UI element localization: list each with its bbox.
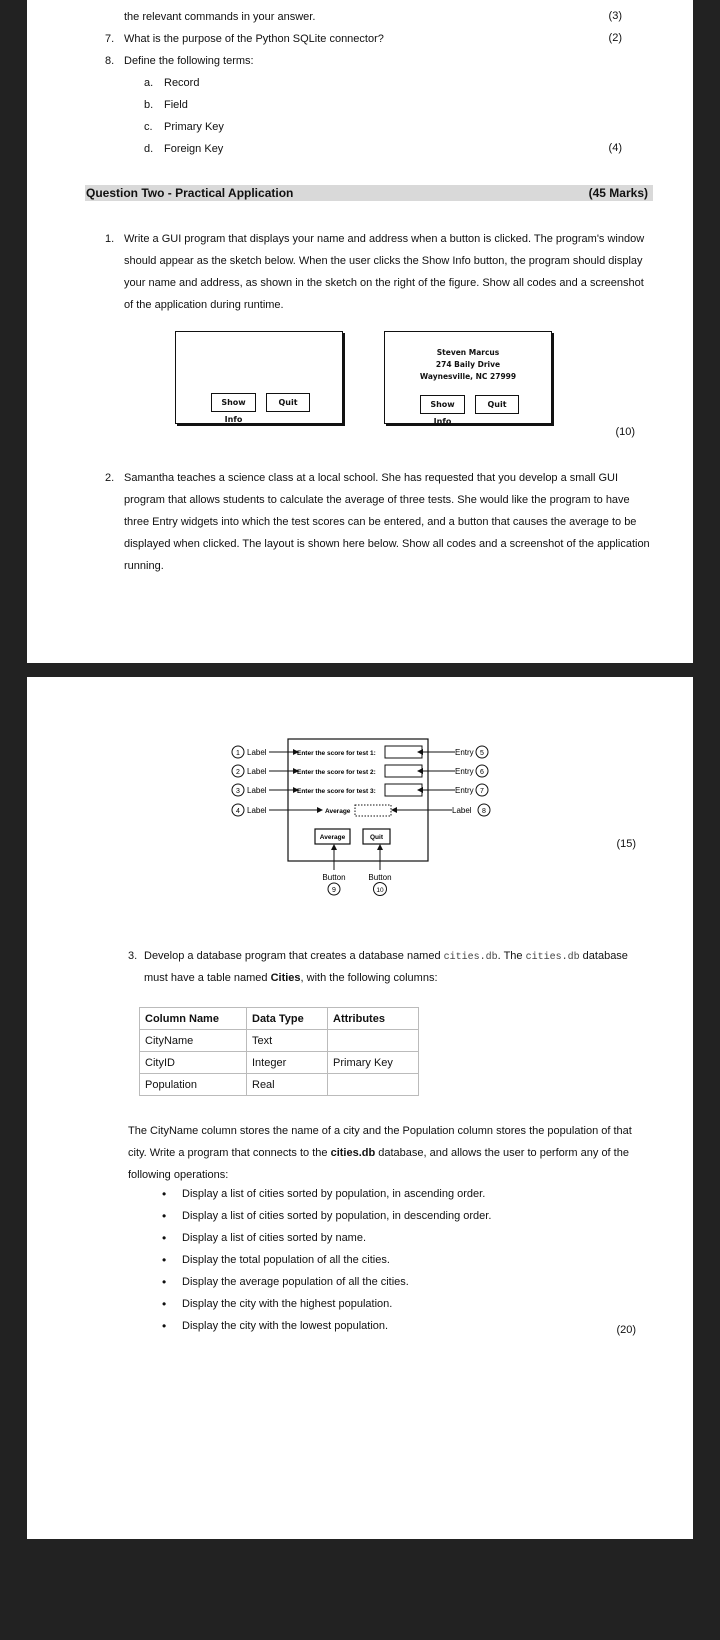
sketch-window-empty [175, 331, 343, 424]
marks-p3: (20) [616, 1324, 636, 1336]
sketch-name: Steven Marcus [436, 348, 500, 357]
svg-text:Entry: Entry [455, 767, 474, 776]
diagram-average-text: Average [325, 808, 351, 815]
q7-number: 7. [105, 33, 115, 45]
list-item: • Display the average population of all the cities. [162, 1275, 491, 1297]
list-item: • Display the city with the highest population. [162, 1297, 491, 1319]
operations-list [162, 1187, 491, 1341]
table-cell: CityName [140, 1030, 247, 1052]
q7-text: What is the purpose of the Python SQLite connector? [124, 33, 384, 45]
p1-line: Write a GUI program that displays your name and address when a button is clicked. The program's window [124, 233, 645, 245]
marks-q8: (4) [608, 142, 622, 154]
p3-table-name: Cities [270, 972, 301, 984]
table-cell: CityID [140, 1052, 247, 1074]
sketch-show-info-button: Show Info [420, 395, 465, 414]
section-marks: (45 Marks) [588, 186, 648, 200]
svg-text:3: 3 [236, 788, 240, 795]
sketch-quit-button: Quit [266, 393, 310, 412]
section-title: Question Two - Practical Application [86, 186, 294, 200]
table-cell [328, 1030, 419, 1052]
p3-desc-db-name: cities.db [330, 1147, 376, 1159]
p3-db-name: cities.db [443, 952, 498, 963]
p1-line: should appear as the sketch below. When the user clicks the Show Info button, the program should display [124, 255, 643, 267]
continued-question-text: the relevant commands in your answer. [124, 11, 316, 23]
list-item: • Display the total population of all the cities. [162, 1253, 491, 1275]
diagram-prompt-1: Enter the score for test 1: [297, 750, 376, 757]
diagram-quit-button-label: Quit [370, 834, 383, 841]
list-item: • Display a list of cities sorted by population, in descending order. [162, 1209, 491, 1231]
sketch-city: Waynesville, NC 27999 [419, 372, 517, 381]
svg-text:6: 6 [480, 769, 484, 776]
table-header: Attributes [328, 1008, 419, 1030]
table-cell [328, 1074, 419, 1096]
table-cell: Integer [247, 1052, 328, 1074]
gui-layout-diagram [27, 677, 693, 897]
p3-desc-line-1: The CityName column stores the name of a city and the Population column stores the population of that [128, 1125, 632, 1137]
svg-text:Entry: Entry [455, 748, 474, 757]
marks-q6: (3) [608, 10, 622, 22]
svg-text:9: 9 [332, 887, 336, 894]
svg-text:10: 10 [376, 887, 384, 894]
svg-text:Label: Label [247, 767, 267, 776]
marks-q7: (2) [608, 32, 622, 44]
document-page-2 [27, 677, 693, 1539]
svg-text:Label: Label [247, 786, 267, 795]
q8-item-text: Primary Key [164, 121, 224, 133]
p2-line: displayed when clicked. The layout is shown here below. Show all codes and a screenshot of the application [124, 538, 650, 550]
p2-number: 2. [105, 472, 115, 484]
svg-text:Button: Button [368, 873, 392, 882]
diagram-prompt-2: Enter the score for test 2: [297, 769, 376, 776]
diagram-entry-3 [385, 784, 422, 796]
svg-text:Entry: Entry [455, 786, 474, 795]
list-item: • Display the city with the lowest population. [162, 1319, 491, 1341]
marks-p1: (10) [615, 426, 635, 438]
marks-p2: (15) [616, 838, 636, 850]
p2-line: running. [124, 560, 164, 572]
svg-text:8: 8 [482, 808, 486, 815]
diagram-prompt-3: Enter the score for test 3: [297, 788, 376, 795]
table-cell: Text [247, 1030, 328, 1052]
p1-number: 1. [105, 233, 115, 245]
table-row [140, 1074, 419, 1096]
diagram-average-output [355, 805, 391, 816]
p3-number: 3. [128, 950, 138, 962]
table-cell: Primary Key [328, 1052, 419, 1074]
table-header: Column Name [140, 1008, 247, 1030]
p2-line: Samantha teaches a science class at a local school. She has requested that you develop a small GUI [124, 472, 619, 484]
q8-number: 8. [105, 55, 115, 67]
cities-columns-table [139, 1007, 419, 1096]
table-header: Data Type [247, 1008, 328, 1030]
p1-line: your name and address, as shown in the sketch on the right of the figure. Show all codes and a screenshot [124, 277, 644, 289]
q8-text: Define the following terms: [124, 55, 254, 67]
svg-text:4: 4 [236, 808, 240, 815]
q8-item-text: Foreign Key [164, 143, 224, 155]
q8-item-text: Field [164, 99, 188, 111]
q8-item-letter: c. [144, 121, 153, 133]
p3-desc-line-3: following operations: [128, 1169, 229, 1181]
svg-text:Label: Label [247, 806, 267, 815]
table-header-row [140, 1008, 419, 1030]
p3-line-2: must have a table named Cities, with the following columns: [144, 972, 438, 984]
p1-line: of the application during runtime. [124, 299, 284, 311]
q8-item-letter: d. [144, 143, 154, 155]
sketch-window-info [384, 331, 552, 424]
section-heading-bar [85, 185, 653, 201]
table-row [140, 1052, 419, 1074]
p3-desc-line-2: city. Write a program that connects to the cities.db database, and allows the user to perform any of the [128, 1147, 629, 1159]
p2-line: program that allows students to calculate the average of three tests. She would like the program to have [124, 494, 630, 506]
table-row [140, 1030, 419, 1052]
table-cell: Population [140, 1074, 247, 1096]
svg-text:7: 7 [480, 788, 484, 795]
document-page-1 [27, 0, 693, 663]
q8-item-text: Record [164, 77, 200, 89]
svg-text:1: 1 [236, 750, 240, 757]
svg-text:Button: Button [322, 873, 346, 882]
list-item: • Display a list of cities sorted by name. [162, 1231, 491, 1253]
diagram-entry-2 [385, 765, 422, 777]
svg-text:2: 2 [236, 769, 240, 776]
sketch-street: 274 Baily Drive [435, 360, 501, 369]
list-item: • Display a list of cities sorted by population, in ascending order. [162, 1187, 491, 1209]
sketch-quit-button: Quit [475, 395, 519, 414]
p3-db-name: cities.db [525, 952, 580, 963]
table-cell: Real [247, 1074, 328, 1096]
q8-item-letter: b. [144, 99, 154, 111]
diagram-entry-1 [385, 746, 422, 758]
svg-text:Label: Label [452, 806, 472, 815]
svg-text:5: 5 [480, 750, 484, 757]
sketch-show-info-button: Show Info [211, 393, 256, 412]
diagram-average-button-label: Average [319, 834, 346, 841]
p3-line-1: Develop a database program that creates a database named cities.db. The cities.db database [144, 950, 628, 963]
p2-line: three Entry widgets into which the test scores can be entered, and a button that causes the average to be [124, 516, 637, 528]
svg-text:Label: Label [247, 748, 267, 757]
q8-item-letter: a. [144, 77, 154, 89]
